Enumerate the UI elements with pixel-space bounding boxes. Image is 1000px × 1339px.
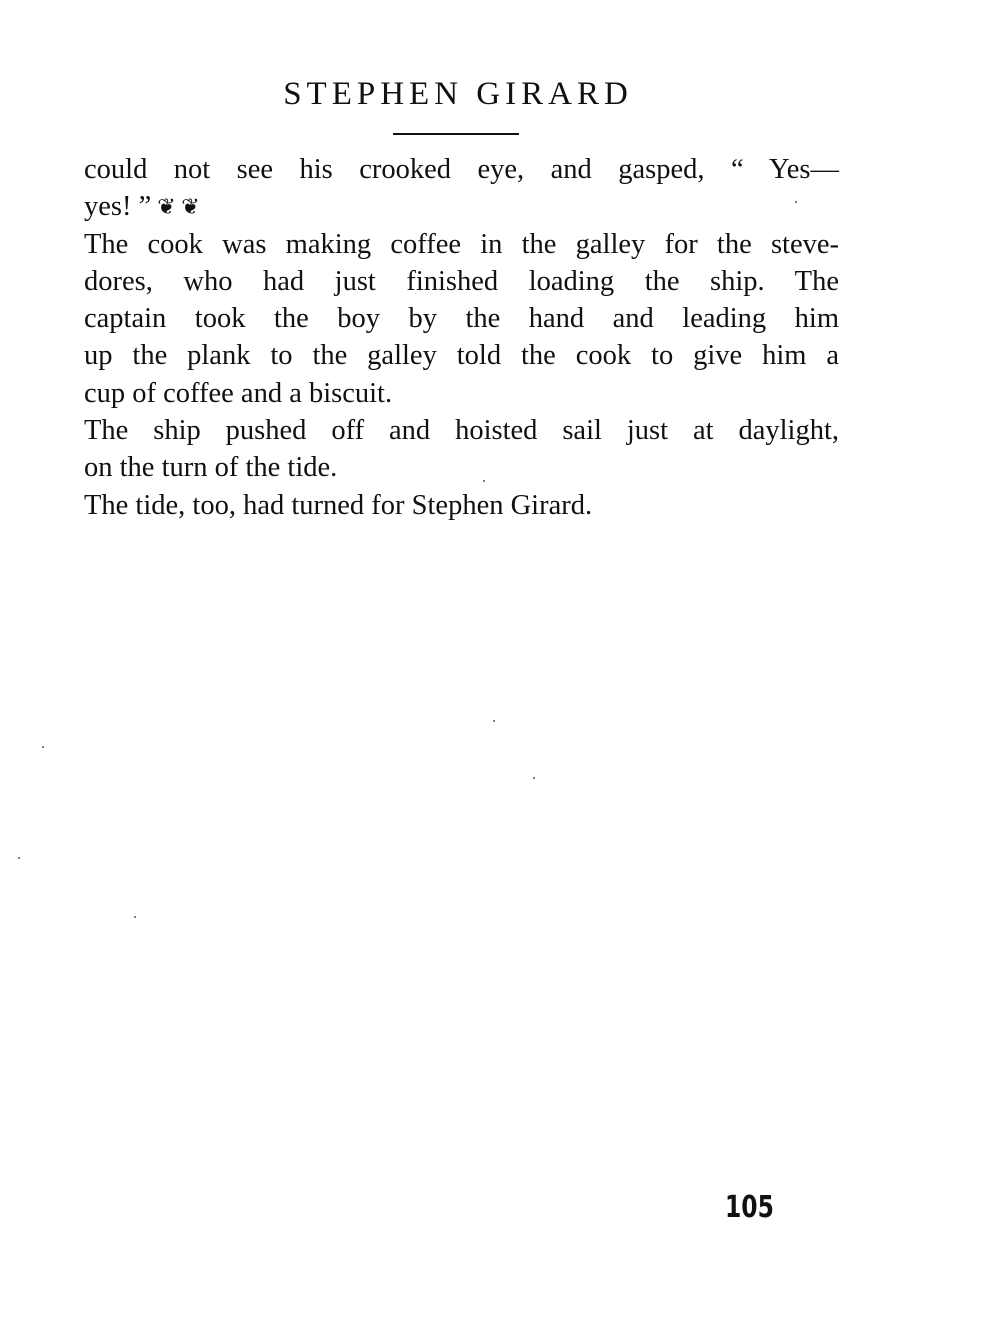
- fleuron-ornament-icon: ❦ ❦: [157, 194, 200, 220]
- text-line-1: could not see his crooked eye, and gasped, “ Yes—: [84, 154, 839, 185]
- body-text: [84, 151, 839, 524]
- text-line-7: cup of coffee and a biscuit.: [84, 377, 393, 409]
- text-line-3: The cook was making coffee in the galley for the steve-: [84, 228, 839, 260]
- paper-speck: [795, 201, 797, 203]
- text-line-8: The ship pushed off and hoisted sail just at daylight,: [84, 415, 839, 447]
- paper-speck: [533, 777, 535, 779]
- paper-speck: [42, 746, 44, 748]
- text-line-10: The tide, too, had turned for Stephen Girard.: [84, 489, 593, 521]
- text-line-5: captain took the boy by the hand and leading him: [84, 303, 839, 335]
- paper-speck: [18, 857, 20, 859]
- paper-speck: [493, 720, 495, 722]
- paper-speck: [134, 916, 136, 918]
- page-number: 105: [725, 1190, 774, 1225]
- text-line-2: [84, 188, 839, 225]
- text-line-2-content: yes! ”: [84, 191, 152, 223]
- text-line-9: on the turn of the tide.: [84, 452, 338, 484]
- header-rule: [393, 133, 519, 135]
- paper-speck: [483, 480, 485, 482]
- text-line-6: up the plank to the galley told the cook to give him a: [84, 340, 839, 372]
- running-head-title: STEPHEN GIRARD: [283, 76, 633, 112]
- text-line-4: dores, who had just finished loading the ship. The: [84, 265, 839, 297]
